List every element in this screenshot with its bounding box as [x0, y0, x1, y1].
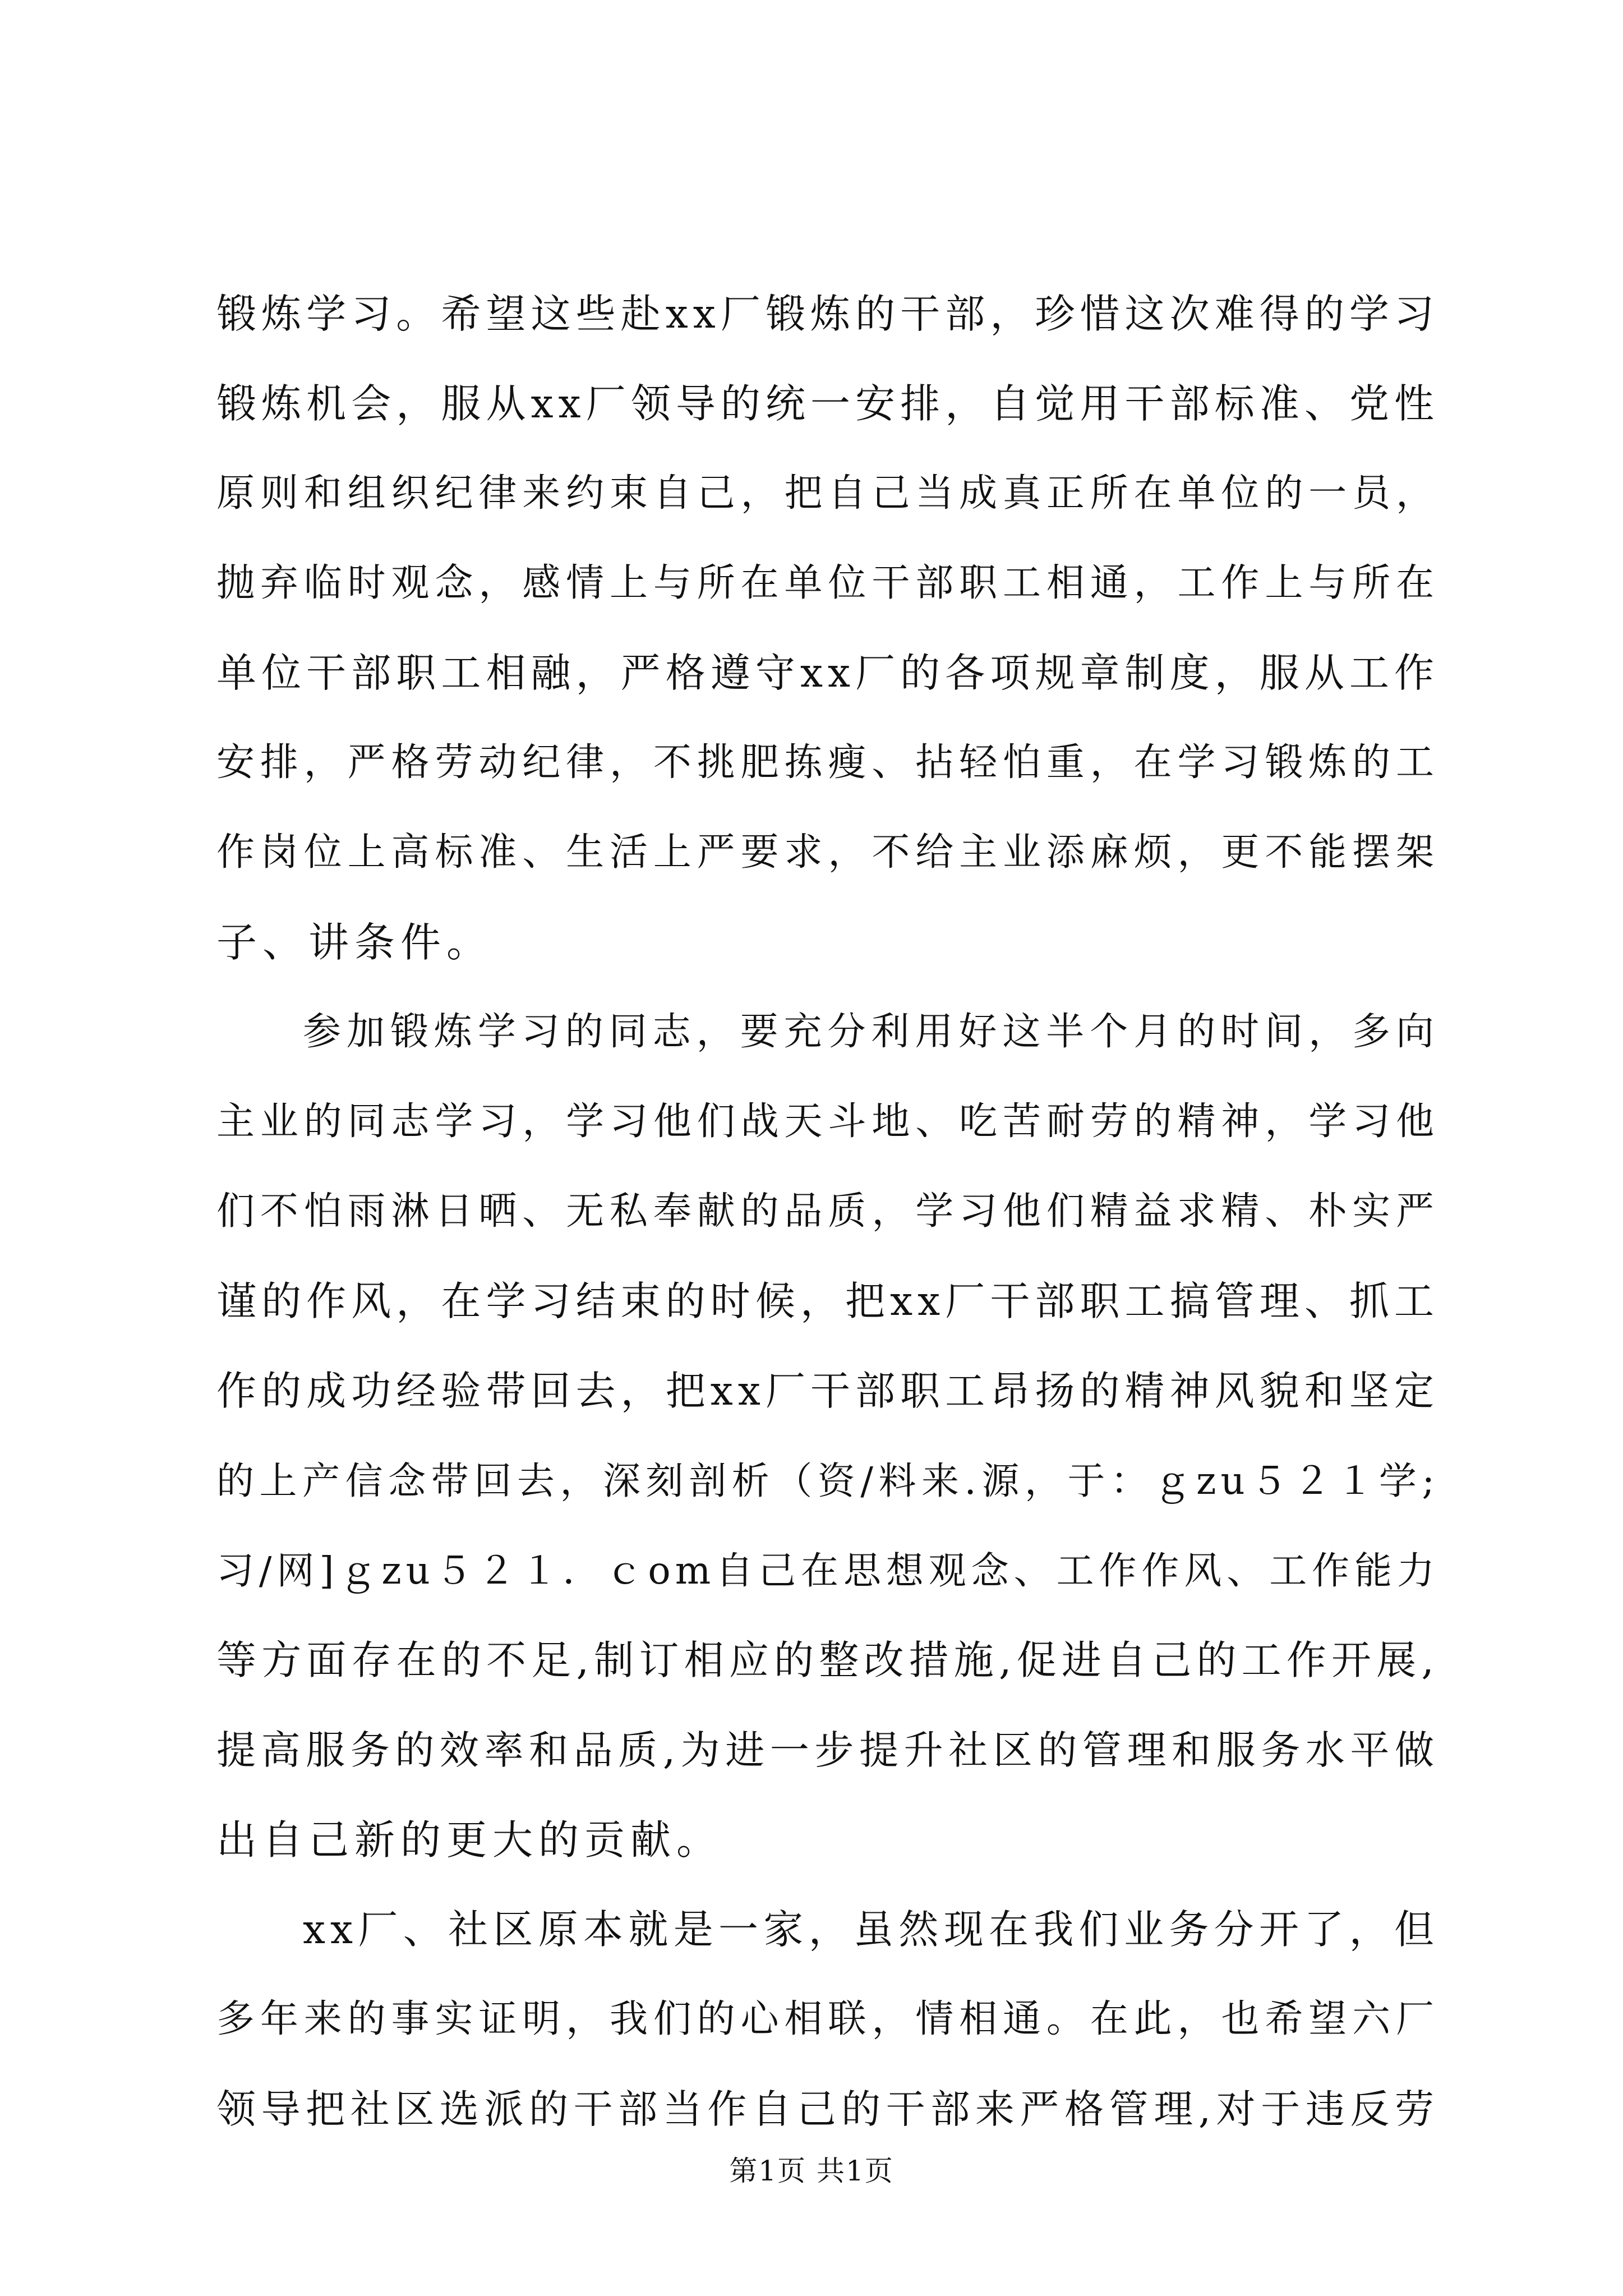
text-line: 单位干部职工相融，严格遵守xx厂的各项规章制度，服从工作	[216, 650, 1439, 696]
text-line: 多年来的事实证明，我们的心相联，情相通。在此，也希望六厂	[216, 1997, 1439, 2041]
text-line: 抛弃临时观念，感情上与所在单位干部职工相通，工作上与所在	[216, 561, 1439, 605]
text-line: 的上产信念带回去，深刻剖析（资/料来.源，于：ｇzu５２１学;	[216, 1459, 1439, 1503]
text-line: 谨的作风，在学习结束的时候，把xx厂干部职工搞管理、抓工	[216, 1278, 1439, 1324]
text-line: 作的成功经验带回去，把xx厂干部职工昂扬的精神风貌和坚定	[216, 1368, 1439, 1414]
text-line: 主业的同志学习，学习他们战天斗地、吃苦耐劳的精神，学习他	[216, 1099, 1439, 1144]
text-line: 子、讲条件。	[216, 919, 493, 966]
text-line: 出自己新的更大的贡献。	[216, 1816, 723, 1864]
text-line: xx厂、社区原本就是一家，虽然现在我们业务分开了，但	[303, 1906, 1439, 1953]
text-line: 们不怕雨淋日晒、无私奉献的品质，学习他们精益求精、朴实严	[216, 1189, 1439, 1234]
text-line: 作岗位上高标准、生活上严要求，不给主业添麻烦，更不能摆架	[216, 830, 1439, 875]
text-line: 习/网]ｇzu５２１．ｃom自己在思想观念、工作作风、工作能力	[216, 1549, 1439, 1593]
text-line: 等方面存在的不足,制订相应的整改措施,促进自己的工作开展,	[216, 1637, 1439, 1683]
text-line: 原则和组织纪律来约束自己，把自己当成真正所在单位的一员，	[216, 471, 1439, 516]
text-line: 锻炼机会，服从xx厂领导的统一安排，自觉用干部标准、党性	[216, 380, 1439, 427]
text-line: 提高服务的效率和品质,为进一步提升社区的管理和服务水平做	[216, 1727, 1439, 1773]
text-line: 领导把社区选派的干部当作自己的干部来严格管理,对于违反劳	[216, 2086, 1439, 2132]
text-line: 参加锻炼学习的同志，要充分利用好这半个月的时间，多向	[303, 1010, 1439, 1054]
text-line: 锻炼学习。希望这些赴xx厂锻炼的干部，珍惜这次难得的学习	[216, 291, 1439, 337]
page-footer: 第1页 共1页	[729, 2155, 894, 2187]
text-line: 安排，严格劳动纪律，不挑肥拣瘦、拈轻怕重，在学习锻炼的工	[216, 740, 1439, 785]
